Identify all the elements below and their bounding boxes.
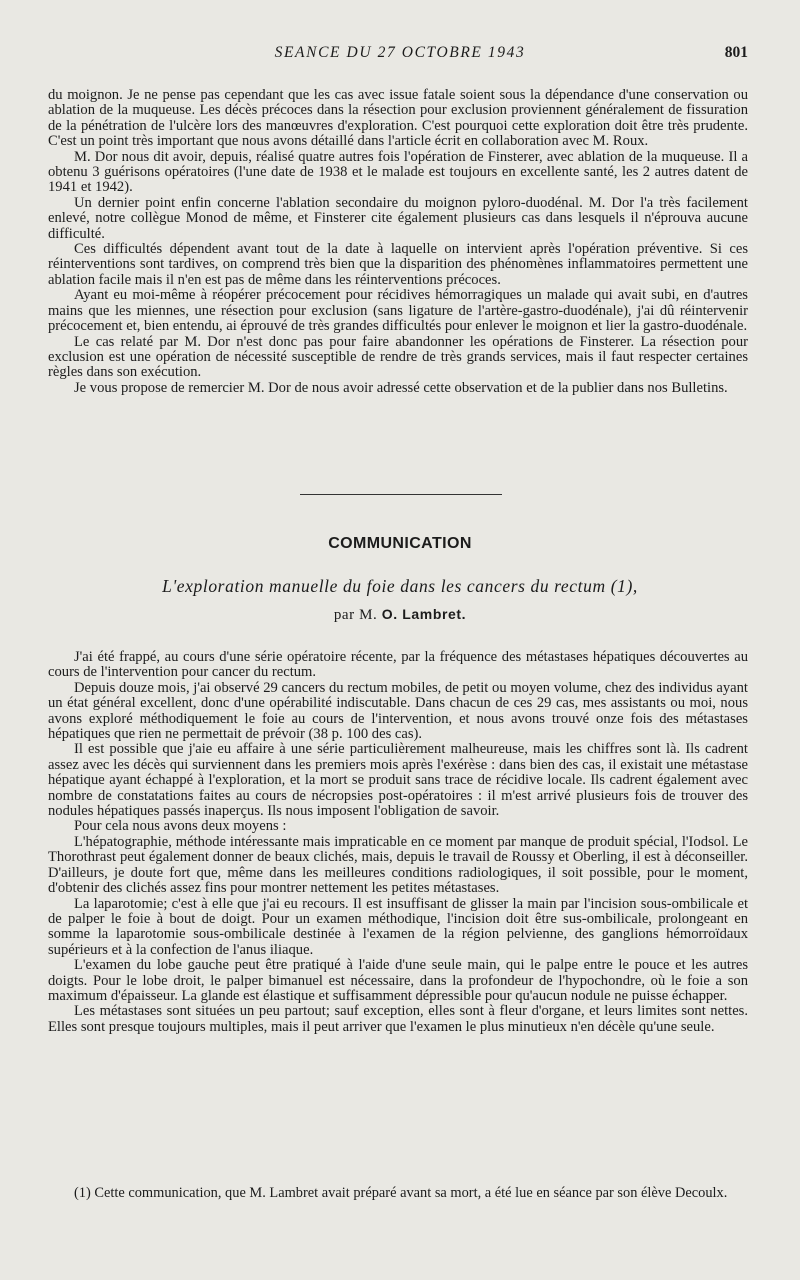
paragraph: Depuis douze mois, j'ai observé 29 cancers du rectum mobiles, de petit ou moyen volume, chez des individus ayant un état général excellent, donc d'une opérabilité indiscutable. Dans chacun de ces 29 cas, mes assistants ou moi, nous avons exploré méthodiquement le foie au cours de l'intervention, et nous avons trouvé onze fois des métastases hépatiques que rien ne permettait de prévoir (38 p. 100 des cas). [48,679,748,743]
paragraph: J'ai été frappé, au cours d'une série opératoire récente, par la fréquence des métastases hépatiques découvertes au cours de l'intervention pour cancer du rectum. [48,649,748,681]
byline-prefix: par M. [333,607,378,623]
running-head [0,44,800,68]
article-title: L'exploration manuelle du foie dans les cancers du rectum (1), [162,576,638,596]
paragraph: La laparotomie; c'est à elle que j'ai eu recours. Il est insuffisant de glisser la main par l'incision sous-ombilicale et de palper le foie à bout de doigt. Pour un examen méthodique, l'incision doit être sus-ombilicale, prolongeant en somme la laparotomie sous-ombilicale destinée à l'examen de la région pelvienne, des ganglions hémorroïdaux supérieurs et à la confection de l'anus iliaque. [48,895,748,958]
author-name: O. Lambret. [381,606,467,622]
paragraph: du moignon. Je ne pense pas cependant que les cas avec issue fatale soient sous la dépendance d'une conservation ou ablation de la muqueuse. Les décès précoces dans la résection pour exclusion proviennent généralement de fissuration de la pénétration de l'ulcère lors des manœuvres d'exploration. C'est pourquoi cette exploration doit être très prudente. C'est un point très important que nous avons détaillé dans l'article écrit en collaboration avec M. Roux. [48,87,748,150]
paragraph: Le cas relaté par M. Dor n'est donc pas pour faire abandonner les opérations de Finsterer. La résection pour exclusion est une opération de nécessité susceptible de rendre de très grands services, mais il faut respecter certaines règles dans son exécution. [48,333,748,381]
upper-body-text [48,88,748,396]
paragraph: Un dernier point enfin concerne l'ablation secondaire du moignon pyloro-duodénal. M. Dor l'a très facilement enlevé, notre collègue Monod de même, et Finsterer cite également plusieurs cas dans lesquels il n'éprouva aucune difficulté. [48,194,748,242]
paragraph: Il est possible que j'aie eu affaire à une série particulièrement malheureuse, mais les chiffres sont là. Ils cadrent assez avec les décès qui surviennent dans les premiers mois après l'exérèse : dans bien des cas, il existait une métastase hépatique ayant échappé à l'exploration, et la mort se produit sans trace de récidive locale. Ils cadrent également avec nombre de constatations faites au cours de nécropsies post-opératoires : il m'est arrivé plusieurs fois de trouver des nodules hépatiques passés inaperçus. Ils nous imposent l'obligation de savoir. [48,741,748,820]
running-title: SEANCE DU 27 OCTOBRE 1943 [274,44,526,61]
paragraph: Ayant eu moi-même à réopérer précocement pour récidives hémorragiques un malade qui avait subi, en d'autres mains que les miennes, une résection pour exclusion (sans ligature de l'artère-gastro-duodénale), j'ai dû réintervenir précocement et, bien entendu, ai éprouvé de très grandes difficultés pour enlever le moignon et lier la gastro-duodénale. [48,287,748,335]
footnote [48,1185,748,1201]
section-heading: COMMUNICATION [328,535,472,552]
paragraph: Les métastases sont situées un peu partout; sauf exception, elles sont à fleur d'organe, et leurs limites sont nettes. Elles sont presque toujours multiples, mais il peut arriver que l'examen le plus minutieux n'en décèle qu'une seule. [48,1003,748,1035]
paragraph: L'examen du lobe gauche peut être pratiqué à l'aide d'une seule main, qui le palpe entre le pouce et les autres doigts. Pour le lobe droit, le palper bimanuel est nécessaire, dans la profondeur de l'hypochondre, où le foie a son maximum d'épaisseur. La glande est élastique et suffisamment dépressible pour qu'aucun nodule ne puisse échapper. [48,957,748,1004]
article-body-text [48,650,748,1035]
paragraph: Ces difficultés dépendent avant tout de la date à laquelle on intervient après l'opération préventive. Si ces réinterventions sont tardives, on comprend très bien que la disparition des phénomènes inflammatoires permettent une ablation facile mais il n'en est pas de même dans les réinterventions précoces. [48,241,748,288]
paragraph: M. Dor nous dit avoir, depuis, réalisé quatre autres fois l'opération de Finsterer, avec ablation de la muqueuse. Il a obtenu 3 guérisons opératoires (l'une date de 1938 et le malade est toujours en excellente santé, les 2 autres datent de 1941 et 1942). [48,148,748,196]
paragraph: L'hépatographie, méthode intéressante mais impraticable en ce moment par manque de produit spécial, l'Iodsol. Le Thorothrast peut également donner de beaux clichés, mais, depuis le travail de Roussy et Oberling, il est à déconseiller. D'ailleurs, je doute fort que, même dans les meilleures conditions radiologiques, il soit possible, pour le moment, d'obtenir des clichés assez fins pour montrer nettement les petites métastases. [48,833,748,897]
footnote-text: (1) Cette communication, que M. Lambret avait préparé avant sa mort, a été lue en séance par son élève Decoulx. [74,1185,728,1201]
page-number: 801 [724,44,748,61]
byline [0,606,800,624]
section-divider [300,494,502,495]
paragraph: Je vous propose de remercier M. Dor de nous avoir adressé cette observation et de la publier dans nos Bulletins. [74,379,728,396]
paragraph: Pour cela nous avons deux moyens : [74,818,287,835]
